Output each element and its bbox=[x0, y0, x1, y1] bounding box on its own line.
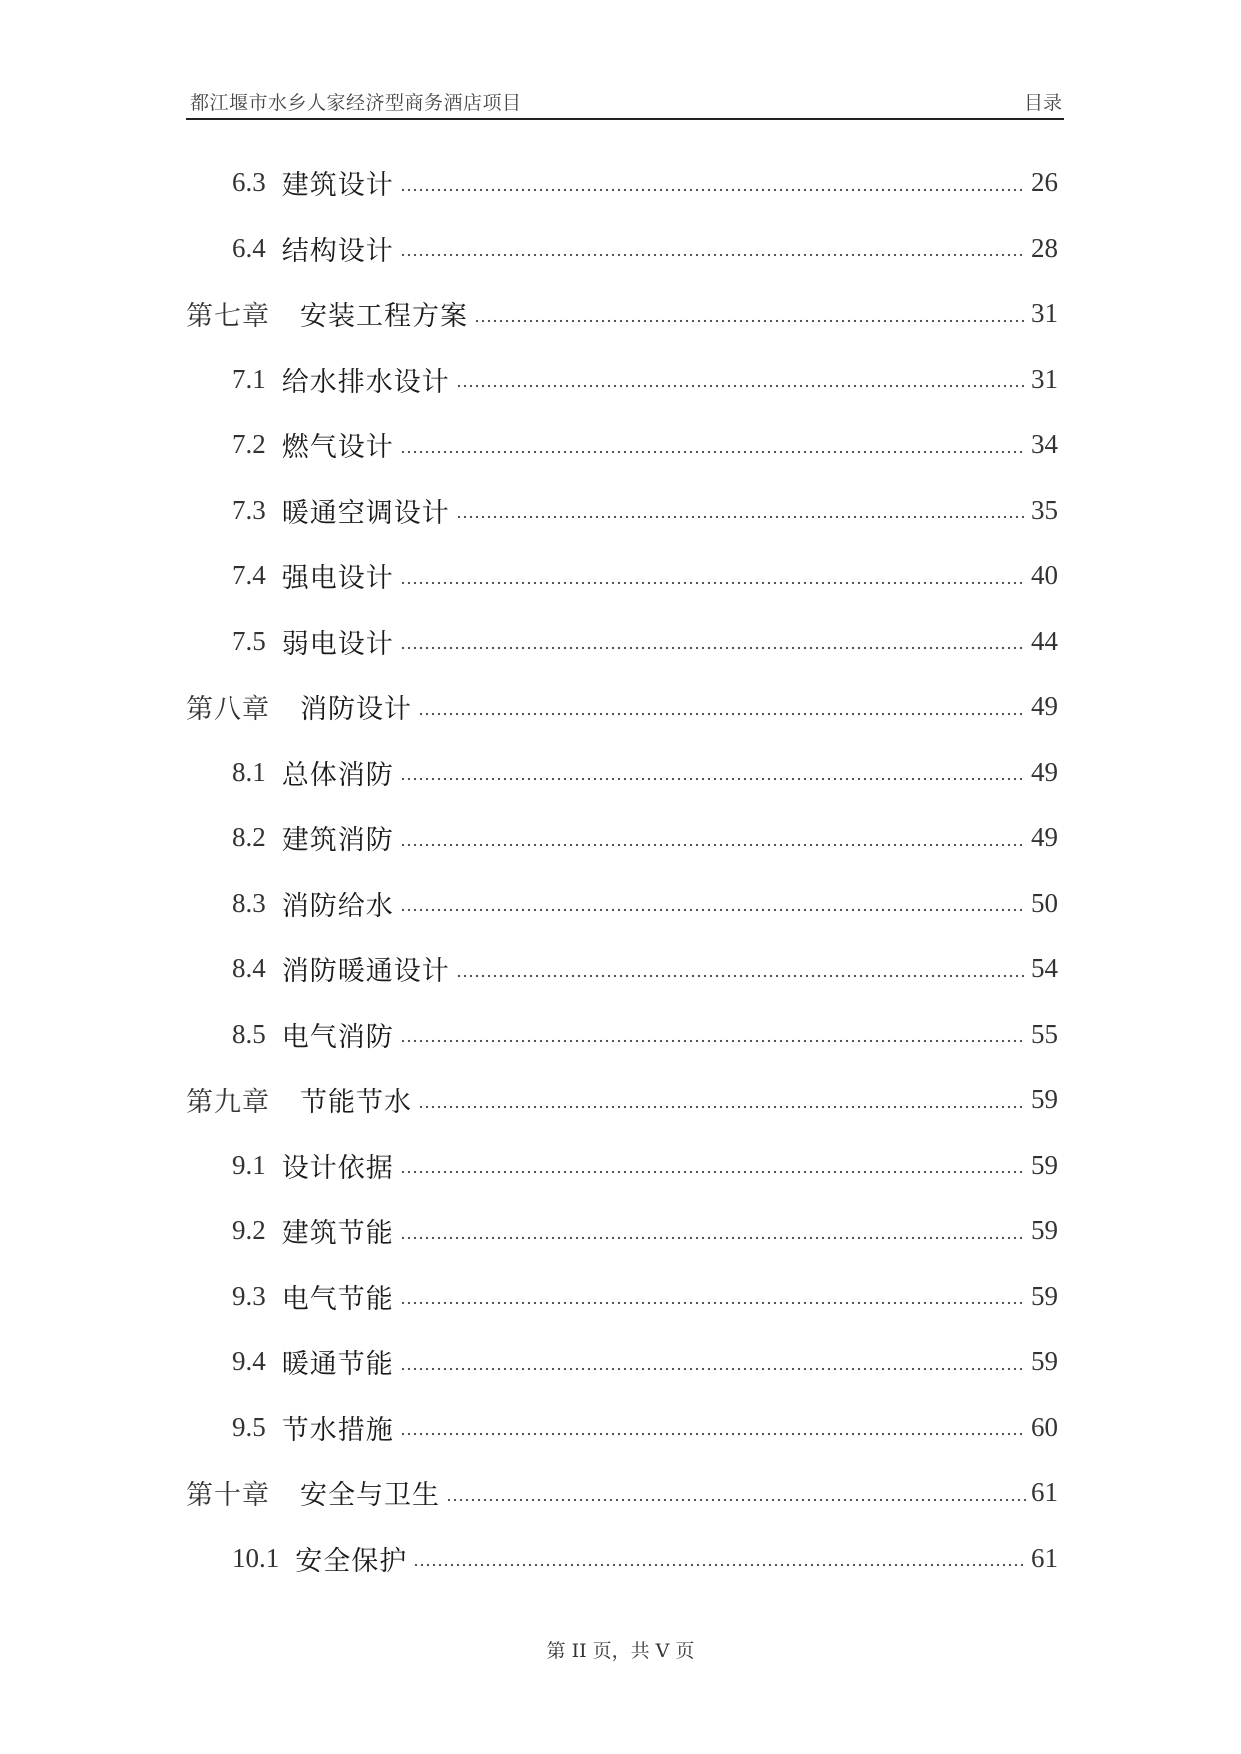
toc-dot-leader bbox=[400, 1367, 1026, 1371]
toc-entry-title: 燃气设计 bbox=[281, 432, 394, 464]
toc-chapter-entry[interactable] bbox=[186, 1067, 1058, 1133]
toc-chapter-entry[interactable] bbox=[186, 1460, 1058, 1526]
toc-page-number: 31 bbox=[1031, 363, 1058, 394]
toc-entry-number: 8.3 bbox=[232, 887, 266, 918]
page-header bbox=[186, 84, 1064, 120]
toc-entry-number: 第九章 bbox=[186, 1087, 270, 1119]
toc-page-number: 55 bbox=[1031, 1018, 1058, 1049]
toc-page-number: 59 bbox=[1031, 1149, 1058, 1180]
toc-entry-title: 节水措施 bbox=[281, 1414, 394, 1446]
toc-entry-title: 节能节水 bbox=[300, 1087, 412, 1119]
toc-page-number: 54 bbox=[1031, 953, 1058, 984]
toc-entry-number: 第十章 bbox=[186, 1480, 270, 1512]
toc-dot-leader bbox=[413, 1563, 1026, 1567]
toc-entry-title: 强电设计 bbox=[281, 563, 394, 595]
toc-entry-title: 安装工程方案 bbox=[300, 301, 468, 333]
toc-section-entry[interactable] bbox=[186, 543, 1058, 609]
toc-entry-number: 第八章 bbox=[186, 694, 270, 726]
toc-dot-leader bbox=[456, 515, 1026, 519]
toc-section-entry[interactable] bbox=[186, 1198, 1058, 1264]
toc-entry-title: 电气节能 bbox=[281, 1283, 394, 1315]
toc-dot-leader bbox=[400, 843, 1026, 847]
toc-page-number: 28 bbox=[1031, 232, 1058, 263]
toc-entry-number: 7.4 bbox=[232, 560, 266, 591]
toc-page-number: 61 bbox=[1031, 1477, 1058, 1508]
toc-entry-title: 设计依据 bbox=[281, 1152, 394, 1184]
toc-entry-title: 弱电设计 bbox=[281, 628, 394, 660]
toc-dot-leader bbox=[400, 908, 1026, 912]
toc-dot-leader bbox=[400, 646, 1026, 650]
toc-entry-number: 7.1 bbox=[232, 363, 266, 394]
toc-dot-leader bbox=[400, 581, 1026, 585]
toc-entry-number: 8.4 bbox=[232, 953, 266, 984]
toc-section-entry[interactable] bbox=[186, 216, 1058, 282]
toc-entry-number: 9.4 bbox=[232, 1346, 266, 1377]
toc-section-entry[interactable] bbox=[186, 1526, 1058, 1592]
toc-entry-title: 建筑节能 bbox=[281, 1218, 394, 1250]
toc-entry-number: 7.5 bbox=[232, 625, 266, 656]
toc-entry-number: 6.4 bbox=[232, 232, 266, 263]
toc-section-entry[interactable] bbox=[186, 805, 1058, 871]
toc-entry-title: 安全保护 bbox=[295, 1545, 408, 1577]
toc-entry-number: 第七章 bbox=[186, 301, 270, 333]
toc-entry-title: 暖通空调设计 bbox=[281, 497, 450, 529]
toc-entry-number: 8.1 bbox=[232, 756, 266, 787]
toc-page-number: 59 bbox=[1031, 1215, 1058, 1246]
toc-entry-title: 暖通节能 bbox=[281, 1349, 394, 1381]
toc-entry-number: 8.5 bbox=[232, 1018, 266, 1049]
toc-entry-title: 消防暖通设计 bbox=[281, 956, 450, 988]
toc-dot-leader bbox=[400, 253, 1026, 257]
toc-section-entry[interactable] bbox=[186, 150, 1058, 216]
toc-page-number: 61 bbox=[1031, 1542, 1058, 1573]
toc-entry-title: 消防给水 bbox=[281, 890, 394, 922]
toc-section-entry[interactable] bbox=[186, 871, 1058, 937]
toc-entry-number: 7.3 bbox=[232, 494, 266, 525]
toc-section-entry[interactable] bbox=[186, 1329, 1058, 1395]
toc-section-entry[interactable] bbox=[186, 478, 1058, 544]
toc-dot-leader bbox=[400, 450, 1026, 454]
toc-page-number: 35 bbox=[1031, 494, 1058, 525]
table-of-contents bbox=[186, 150, 1058, 1591]
toc-section-entry[interactable] bbox=[186, 609, 1058, 675]
page-footer: 第 II 页，共 V 页 bbox=[546, 1640, 695, 1662]
toc-chapter-entry[interactable] bbox=[186, 674, 1058, 740]
toc-entry-number: 9.1 bbox=[232, 1149, 266, 1180]
toc-section-entry[interactable] bbox=[186, 1002, 1058, 1068]
toc-entry-title: 结构设计 bbox=[281, 235, 394, 267]
toc-dot-leader bbox=[418, 1105, 1026, 1109]
toc-dot-leader bbox=[400, 1432, 1026, 1436]
toc-dot-leader bbox=[474, 319, 1026, 323]
toc-dot-leader bbox=[456, 974, 1026, 978]
header-section-label: 目录 bbox=[1023, 92, 1062, 114]
header-document-title: 都江堰市水乡人家经济型商务酒店项目 bbox=[190, 92, 522, 114]
toc-chapter-entry[interactable] bbox=[186, 281, 1058, 347]
toc-page-number: 49 bbox=[1031, 691, 1058, 722]
toc-dot-leader bbox=[400, 1039, 1026, 1043]
toc-dot-leader bbox=[400, 1236, 1026, 1240]
toc-dot-leader bbox=[400, 1170, 1026, 1174]
toc-dot-leader bbox=[418, 712, 1026, 716]
toc-entry-number: 9.5 bbox=[232, 1411, 266, 1442]
toc-dot-leader bbox=[446, 1498, 1026, 1502]
toc-section-entry[interactable] bbox=[186, 1133, 1058, 1199]
toc-entry-title: 给水排水设计 bbox=[281, 366, 450, 398]
toc-page-number: 49 bbox=[1031, 756, 1058, 787]
toc-page-number: 44 bbox=[1031, 625, 1058, 656]
toc-dot-leader bbox=[400, 777, 1026, 781]
toc-entry-number: 9.3 bbox=[232, 1280, 266, 1311]
toc-page-number: 50 bbox=[1031, 887, 1058, 918]
toc-page-number: 34 bbox=[1031, 429, 1058, 460]
toc-section-entry[interactable] bbox=[186, 347, 1058, 413]
toc-entry-number: 6.3 bbox=[232, 167, 266, 198]
toc-entry-title: 建筑消防 bbox=[281, 825, 394, 857]
toc-dot-leader bbox=[400, 188, 1026, 192]
toc-dot-leader bbox=[400, 1301, 1026, 1305]
toc-entry-title: 建筑设计 bbox=[281, 170, 394, 202]
toc-page-number: 31 bbox=[1031, 298, 1058, 329]
toc-section-entry[interactable] bbox=[186, 1395, 1058, 1461]
toc-page-number: 60 bbox=[1031, 1411, 1058, 1442]
toc-entry-title: 安全与卫生 bbox=[300, 1480, 440, 1512]
toc-section-entry[interactable] bbox=[186, 936, 1058, 1002]
toc-page-number: 59 bbox=[1031, 1280, 1058, 1311]
toc-page-number: 49 bbox=[1031, 822, 1058, 853]
toc-entry-number: 9.2 bbox=[232, 1215, 266, 1246]
toc-section-entry[interactable] bbox=[186, 740, 1058, 806]
toc-page-number: 26 bbox=[1031, 167, 1058, 198]
toc-section-entry[interactable] bbox=[186, 1264, 1058, 1330]
toc-entry-number: 8.2 bbox=[232, 822, 266, 853]
toc-page-number: 59 bbox=[1031, 1346, 1058, 1377]
toc-entry-number: 10.1 bbox=[232, 1542, 280, 1573]
toc-page-number: 59 bbox=[1031, 1084, 1058, 1115]
toc-entry-title: 消防设计 bbox=[300, 694, 412, 726]
toc-entry-title: 电气消防 bbox=[281, 1021, 394, 1053]
toc-entry-number: 7.2 bbox=[232, 429, 266, 460]
toc-page-number: 40 bbox=[1031, 560, 1058, 591]
toc-dot-leader bbox=[456, 384, 1026, 388]
toc-entry-title: 总体消防 bbox=[281, 759, 394, 791]
toc-section-entry[interactable] bbox=[186, 412, 1058, 478]
